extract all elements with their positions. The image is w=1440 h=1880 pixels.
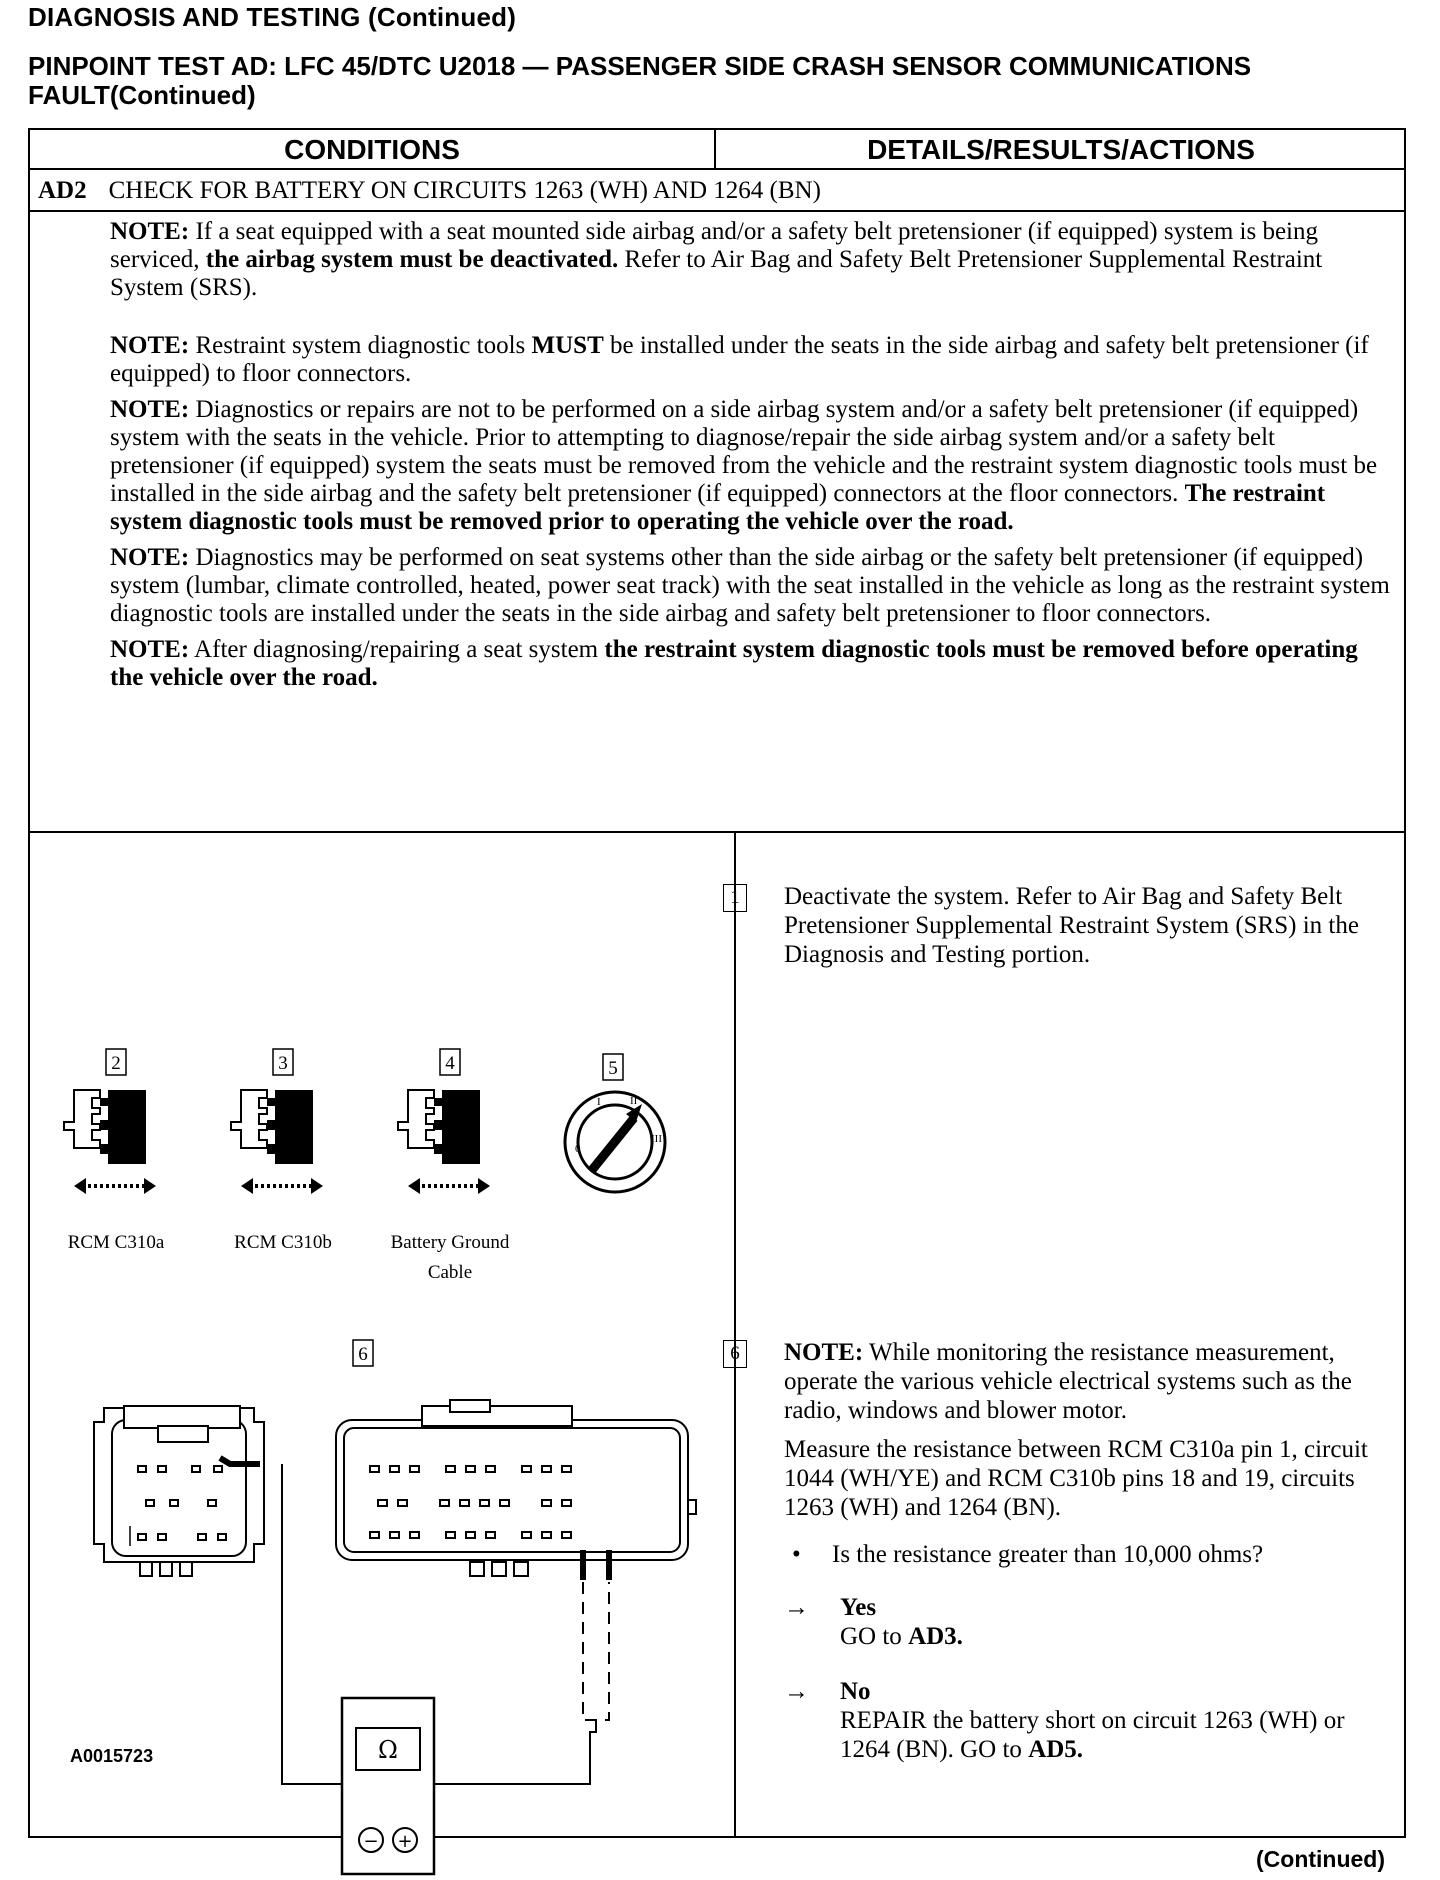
conditions-header: CONDITIONS	[284, 134, 460, 165]
callout-5	[603, 1054, 623, 1080]
label-rcm-c310b: RCM C310b	[234, 1232, 332, 1253]
ignition-switch-icon	[565, 1092, 665, 1192]
note-5: NOTE: After diagnosing/repairing a seat system the restraint system diagnostic tools must be removed before operating the vehicle over the road.	[110, 636, 1358, 691]
step-6-measure: Measure the resistance between RCM C310a pin 1, circuit 1044 (WH/YE) and RCM C310b pins 18 and 19, circuits 1263 (WH) and 1264 (BN).	[784, 1436, 1368, 1521]
action-step-6-number: 6	[723, 1340, 747, 1368]
label-battery-ground: Battery Ground	[390, 1232, 510, 1253]
result-no: → No REPAIR the battery short on circuit 1263 (WH) or 1264 (BN). GO to AD5.	[784, 1678, 1345, 1763]
svg-text:0: 0	[575, 1143, 581, 1155]
step-id: AD2	[38, 177, 87, 204]
ohmmeter	[342, 1698, 434, 1874]
label-battery-cable: Cable	[427, 1262, 473, 1283]
note-4: NOTE: Diagnostics may be performed on seat systems other than the side airbag or the safety belt pretensioner (if equipped) system (lumbar, climate controlled, heated, power seat track) with the seat installed in the vehicle as long as the restraint system diagnostic tools are installed under the seats in the side airbag and safety belt pretensioner to floor connectors.	[110, 544, 1390, 627]
pinpoint-test-table	[28, 128, 1406, 1852]
continued-footer: (Continued)	[1256, 1846, 1386, 1872]
action-step-1-number: 1	[723, 884, 747, 912]
rcm-c310b-connector	[336, 1400, 696, 1576]
figure-id: A0015723	[70, 1746, 154, 1766]
label-rcm-c310a: RCM C310a	[67, 1232, 165, 1253]
svg-text:I: I	[597, 1096, 601, 1108]
meter-minus-terminal: −	[363, 1831, 379, 1852]
connector-symbol-battery-ground	[398, 1090, 490, 1194]
meter-plus-terminal: +	[397, 1831, 413, 1852]
details-header: DETAILS/RESULTS/ACTIONS	[867, 134, 1255, 165]
note-3: NOTE: Diagnostics or repairs are not to be performed on a side airbag system and/or a safety belt pretensioner (if equipped) system with the seats in the vehicle. Prior to attempting to diagnose/repair the side airbag system and/or a safety belt pretensioner (if equipped) system the seats must be removed from the vehicle and the restraint system diagnostic tools must be installed in the side airbag and the safety belt pretensioner (if equipped) connectors at the floor connectors. The restraint system diagnostic tools must be removed prior to operating the vehicle over the road.	[110, 396, 1378, 535]
connector-symbol-rcm-c310a	[64, 1090, 156, 1194]
note-label: NOTE:	[110, 332, 190, 359]
svg-text:4: 4	[445, 1053, 455, 1074]
note-label: NOTE:	[110, 396, 190, 423]
action-step-1: Deactivate the system. Refer to Air Bag and Safety Belt Pretensioner Supplemental Restraint System (SRS) in the Diagnosis and Testing portion.	[784, 883, 1359, 968]
callout-6	[353, 1340, 373, 1366]
note-2: NOTE: Restraint system diagnostic tools MUST be installed under the seats in the side airbag and safety belt pretensioner (if equipped) to floor connectors.	[110, 332, 1369, 387]
section-heading: DIAGNOSIS AND TESTING (Continued)	[28, 2, 517, 32]
result-yes: → Yes GO to AD3.	[784, 1594, 963, 1650]
pinpoint-test-title: PINPOINT TEST AD: LFC 45/DTC U2018 — PASSENGER SIDE CRASH SENSOR COMMUNICATIONS FAULT(Continued)	[28, 51, 1252, 110]
callout-2	[106, 1049, 126, 1075]
svg-text:5: 5	[608, 1058, 618, 1079]
step-title: CHECK FOR BATTERY ON CIRCUITS 1263 (WH) AND 1264 (BN)	[108, 177, 821, 204]
svg-text:2: 2	[111, 1053, 121, 1074]
note-label: NOTE:	[110, 544, 190, 571]
connector-diagram	[30, 130, 734, 1852]
note-label: NOTE:	[110, 636, 190, 663]
svg-text:6: 6	[358, 1344, 368, 1365]
svg-text:II: II	[630, 1095, 638, 1107]
ohm-symbol: Ω	[378, 1736, 398, 1764]
rcm-c310a-connector	[94, 1406, 264, 1576]
svg-text:III: III	[651, 1133, 662, 1145]
callout-4	[440, 1049, 460, 1075]
connector-symbol-rcm-c310b	[231, 1090, 323, 1194]
callout-3	[273, 1049, 293, 1075]
step-6-question: • Is the resistance greater than 10,000 ohms?	[792, 1541, 1264, 1568]
action-step-6	[784, 1338, 1394, 1764]
note-label: NOTE:	[110, 218, 190, 245]
step-6-note: NOTE: While monitoring the resistance measurement, operate the various vehicle electrical systems such as the radio, windows and blower motor.	[784, 1339, 1352, 1424]
svg-text:3: 3	[278, 1053, 288, 1074]
note-1: NOTE: If a seat equipped with a seat mounted side airbag and/or a safety belt pretensioner (if equipped) system is being serviced, the airbag system must be deactivated. Refer to Air Bag and Safety Belt Pretensioner Supplemental Restraint System (SRS).	[110, 218, 1323, 301]
